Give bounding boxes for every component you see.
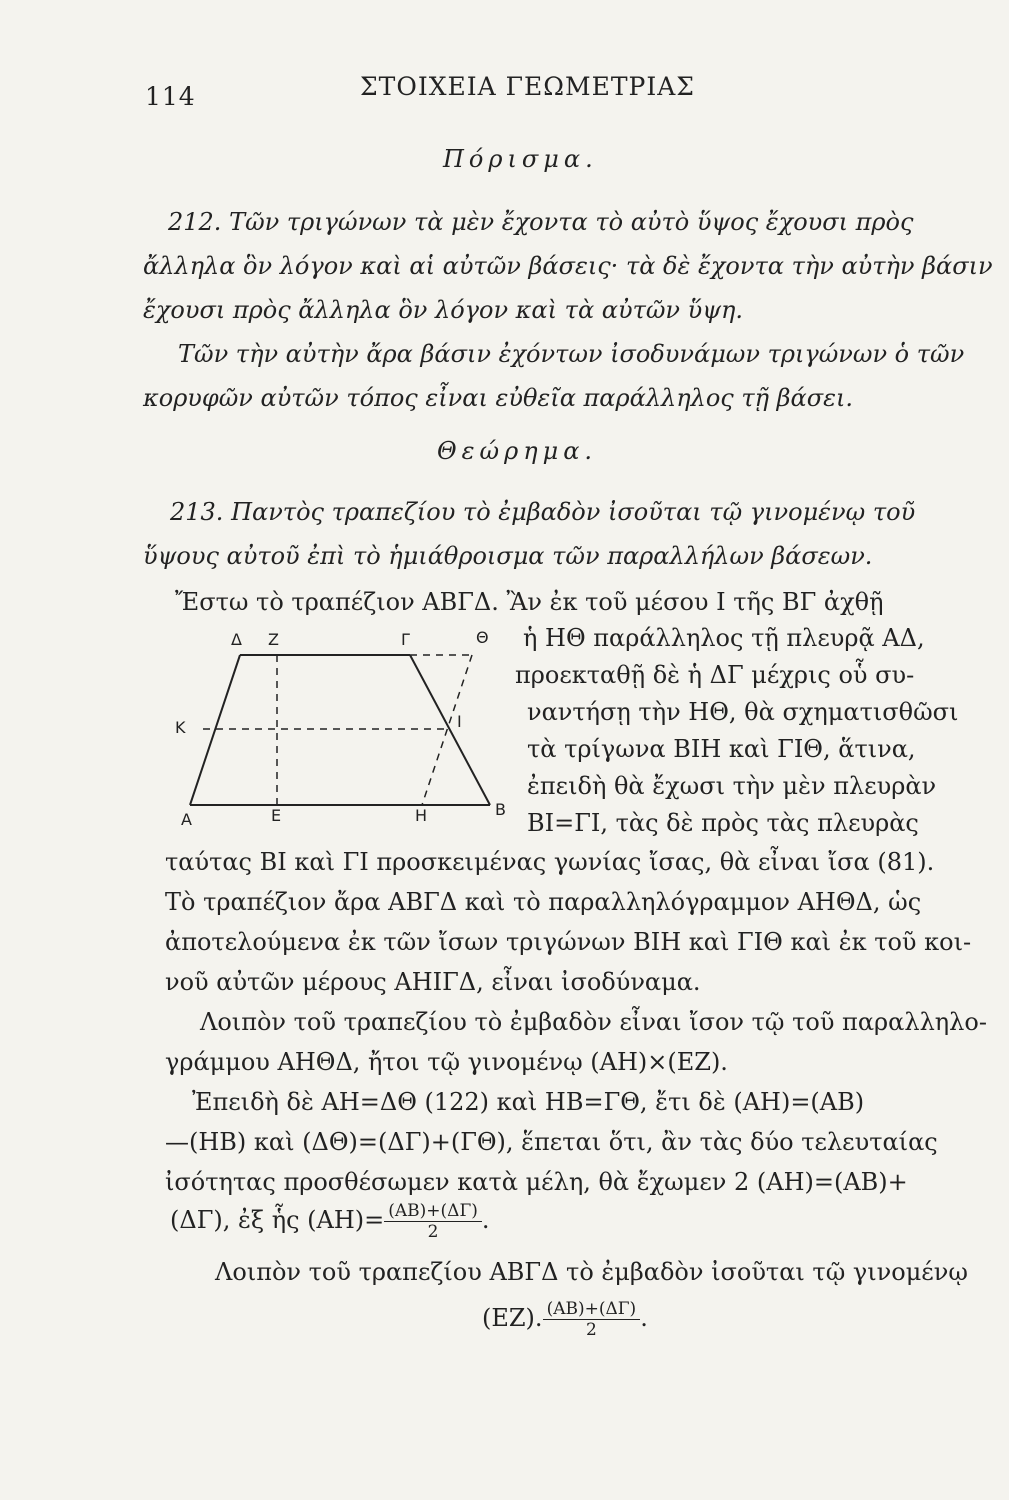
proof-first-line: Ἔστω τὸ τραπέζιον ΑΒΓΔ. Ἂν ἐκ τοῦ μέσου Ι τῆς ΒΓ ἀχθῇ: [175, 588, 884, 616]
proof-side-line: τὰ τρίγωνα ΒΙΗ καὶ ΓΙΘ, ἅτινα,: [527, 735, 916, 763]
proof-side-line: ΒΙ=ΓΙ, τὰς δὲ πρὸς τὰς πλευρὰς: [527, 809, 919, 837]
conclusion-line: Λοιπὸν τοῦ τραπεζίου ΑΒΓΔ τὸ ἐμβαδὸν ἰσοῦται τῷ γινομένῳ: [215, 1258, 968, 1286]
trapezoid-figure: [165, 615, 525, 830]
theorem-heading: Θεώρημα.: [437, 437, 598, 465]
label-z: Ζ: [268, 630, 279, 649]
proof-side-line: ἡ ΗΘ παράλληλος τῇ πλευρᾷ ΑΔ,: [523, 624, 925, 652]
label-iota: Ι: [457, 712, 462, 731]
formula-line: [170, 1198, 490, 1242]
fraction-numerator: (ΑΒ)+(ΔΓ): [384, 1201, 482, 1222]
final-formula: [482, 1296, 648, 1340]
side-gb: [410, 655, 490, 805]
fraction-denominator: 2: [427, 1222, 439, 1242]
corollary-heading: Πόρισμα.: [443, 145, 598, 173]
corollary-line: ἄλληλα ὃν λόγον καὶ αἱ αὐτῶν βάσεις· τὰ δὲ ἔχοντα τὴν αὐτὴν βάσιν: [143, 252, 993, 280]
theorem-line: 213. Παντὸς τραπεζίου τὸ ἐμβαδὸν ἰσοῦται τῷ γινομένῳ τοῦ: [170, 498, 916, 526]
proof-line: ἰσότητας προσθέσωμεν κατὰ μέλη, θὰ ἔχωμεν 2 (ΑΗ)=(ΑΒ)+: [165, 1168, 908, 1196]
page-number: 114: [145, 82, 196, 111]
label-beta: Β: [495, 800, 506, 819]
final-fraction: [543, 1299, 641, 1340]
final-suffix: .: [640, 1304, 648, 1332]
proof-side-line: προεκταθῇ δὲ ἡ ΔΓ μέχρις οὗ συ-: [515, 661, 915, 689]
label-epsilon: Ε: [271, 806, 282, 825]
proof-line: ἀποτελούμενα ἐκ τῶν ἴσων τριγώνων ΒΙΗ καὶ ΓΙΘ καὶ ἐκ τοῦ κοι-: [165, 928, 972, 956]
proof-side-line: ἐπειδὴ θὰ ἔχωσι τὴν μὲν πλευρὰν: [527, 772, 937, 800]
final-prefix: (ΕΖ).: [482, 1304, 543, 1332]
corollary-line: ἔχουσι πρὸς ἄλληλα ὃν λόγον καὶ τὰ αὐτῶν ὕψη.: [143, 296, 744, 324]
final-numerator: (ΑΒ)+(ΔΓ): [543, 1299, 641, 1320]
formula-suffix: .: [481, 1206, 490, 1234]
proof-line: Ἐπειδὴ δὲ ΑΗ=ΔΘ (122) καὶ ΗΒ=ΓΘ, ἔτι δὲ (ΑΗ)=(ΑΒ): [192, 1088, 865, 1116]
label-k: Κ: [175, 718, 186, 737]
final-denominator: 2: [585, 1320, 597, 1340]
formula-prefix: (ΔΓ), ἐξ ἧς (ΑΗ)=: [170, 1206, 385, 1234]
side-ad: [190, 655, 240, 805]
label-delta: Δ: [231, 630, 242, 649]
proof-line: νοῦ αὐτῶν μέρους ΑΗΙΓΔ, εἶναι ἰσοδύναμα.: [165, 968, 701, 996]
theorem-line: ὕψους αὐτοῦ ἐπὶ τὸ ἡμιάθροισμα τῶν παραλλήλων βάσεων.: [143, 542, 873, 570]
proof-line: —(ΗΒ) καὶ (ΔΘ)=(ΔΓ)+(ΓΘ), ἕπεται ὅτι, ἂν τὰς δύο τελευταίας: [165, 1128, 938, 1156]
proof-line: Τὸ τραπέζιον ἄρα ΑΒΓΔ καὶ τὸ παραλληλόγραμμον ΑΗΘΔ, ὡς: [165, 888, 922, 916]
corollary-line: Τῶν τὴν αὐτὴν ἄρα βάσιν ἐχόντων ἰσοδυνάμων τριγώνων ὁ τῶν: [178, 340, 965, 368]
label-eta: Η: [415, 806, 428, 825]
proof-line: γράμμου ΑΗΘΔ, ἤτοι τῷ γινομένῳ (ΑΗ)×(ΕΖ).: [165, 1048, 728, 1076]
corollary-line: κορυφῶν αὐτῶν τόπος εἶναι εὐθεῖα παράλληλος τῇ βάσει.: [143, 384, 854, 412]
running-title: ΣΤΟΙΧΕΙΑ ΓΕΩΜΕΤΡΙΑΣ: [360, 72, 695, 101]
line-eta-theta: [422, 655, 472, 805]
proof-side-line: ναντήσῃ τὴν ΗΘ, θὰ σχηματισθῶσι: [527, 698, 959, 726]
label-alpha: Α: [181, 810, 192, 829]
label-gamma: Γ: [401, 630, 410, 649]
proof-line: ταύτας ΒΙ καὶ ΓΙ προσκειμένας γωνίας ἴσας, θὰ εἶναι ἴσα (81).: [165, 848, 935, 876]
fraction: [384, 1201, 482, 1242]
proof-line: Λοιπὸν τοῦ τραπεζίου τὸ ἐμβαδὸν εἶναι ἴσον τῷ τοῦ παραλληλο-: [200, 1008, 987, 1036]
trapezoid-outline: [190, 655, 490, 805]
corollary-line: 212. Τῶν τριγώνων τὰ μὲν ἔχοντα τὸ αὐτὸ ὕψος ἔχουσι πρὸς: [168, 208, 914, 236]
label-theta: Θ: [476, 628, 489, 647]
